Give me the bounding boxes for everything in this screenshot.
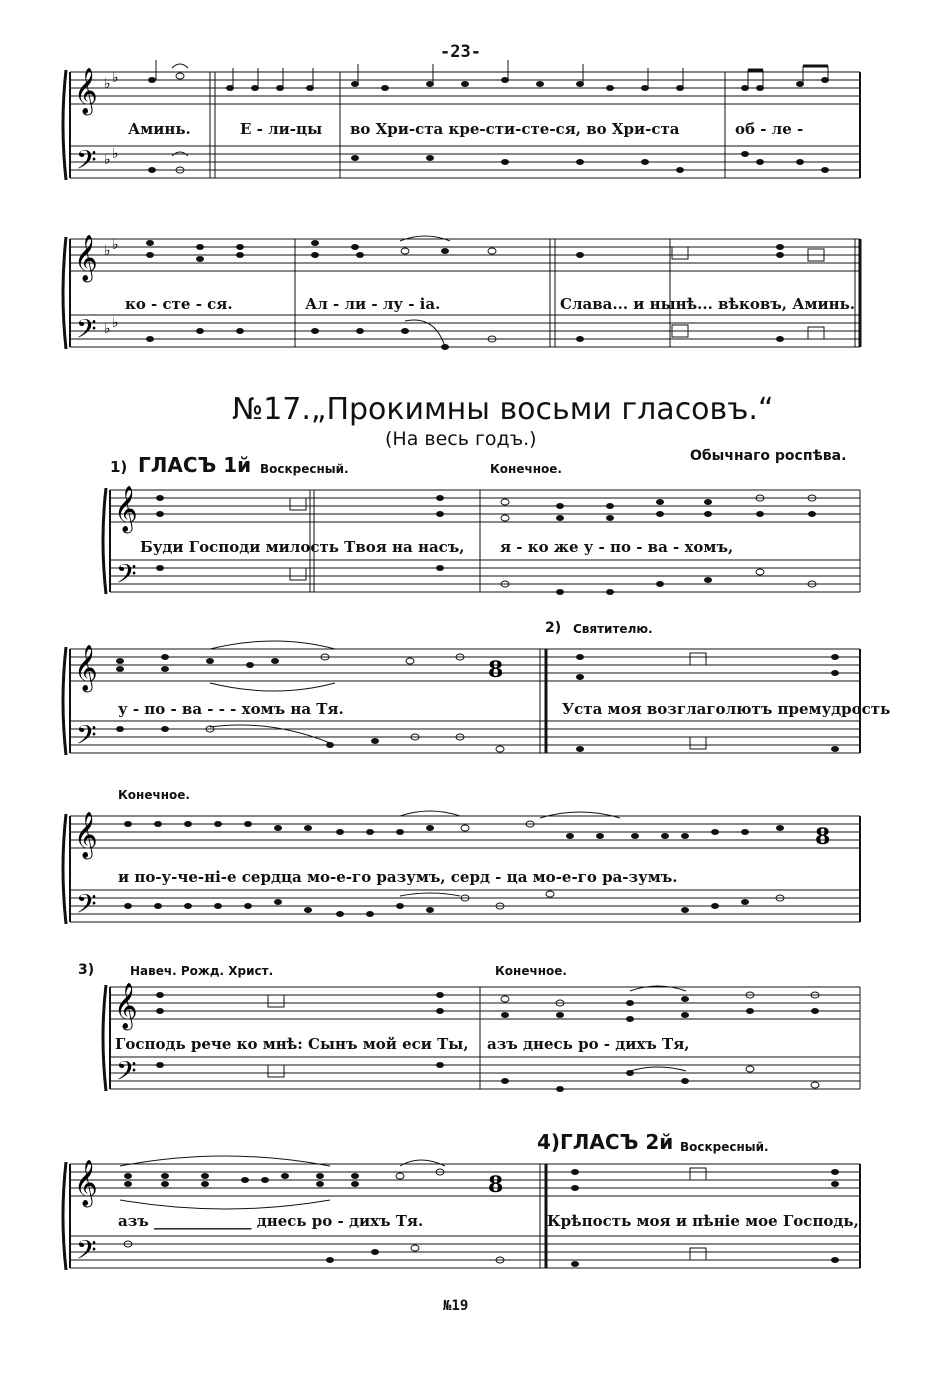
lyric-s1-c: во Хри-ста кре-сти-сте-ся, во Хри-ста [350, 120, 680, 138]
tone-2-label: 4)ГЛАСЪ 2й [537, 1130, 674, 1154]
svg-text:𝄢: 𝄢 [76, 888, 97, 926]
page-subtitle: (На весь годъ.) [385, 428, 537, 450]
svg-text:♭: ♭ [112, 315, 119, 331]
svg-text:𝄞: 𝄞 [74, 1160, 98, 1206]
lyric-s4-a: у - по - ва - - - хомъ на Тя. [118, 700, 344, 718]
svg-text:𝄞: 𝄞 [74, 645, 98, 691]
svyatitelyu-label: Святителю. [573, 622, 653, 636]
konechnoe-label-3: Конечное. [495, 964, 567, 978]
svg-text:8: 8 [488, 657, 504, 683]
section-3-number: 3) [78, 962, 95, 978]
svg-text:𝄢: 𝄢 [116, 1055, 137, 1093]
svg-text:♭: ♭ [104, 152, 111, 168]
lyric-s2-a: ко - сте - ся. [125, 295, 233, 313]
konechnoe-label-2: Конечное. [118, 788, 190, 802]
voskresny-label-2: Воскресный. [680, 1140, 769, 1154]
page-number: -23- [440, 42, 481, 62]
lyric-s6-a: Господь рече ко мнѣ: Сынъ мой еси Ты, [115, 1035, 469, 1053]
music-system-2 [60, 225, 870, 360]
navech-label: Навеч. Рожд. Христ. [130, 964, 274, 978]
lyric-s2-c: Слава... и нынѣ... вѣковъ, Аминь. [560, 295, 855, 313]
svg-text:♭: ♭ [104, 76, 111, 92]
svg-text:♭: ♭ [104, 243, 111, 259]
svg-text:♭: ♭ [112, 237, 119, 253]
svg-text:8: 8 [815, 824, 831, 850]
lyric-s6-b: азъ днесь ро - дихъ Тя, [487, 1035, 690, 1053]
lyric-s2-b: Ал - ли - лу - іа. [305, 295, 441, 313]
obychnago-label: Обычнаго роспѣва. [690, 448, 847, 464]
lyric-s4-b: Уста моя возглаголютъ премудрость [562, 700, 891, 718]
lyric-s1-b: Е - ли-цы [240, 120, 323, 138]
svg-text:𝄞: 𝄞 [74, 812, 98, 858]
svg-text:𝄢: 𝄢 [76, 1234, 97, 1272]
lyric-s3-b: я - ко же у - по - ва - хомъ, [500, 538, 734, 556]
page-title: №17.„Прокимны восьми гласовъ.“ [232, 392, 774, 427]
lyric-s7-a: азъ _____________ днесь ро - дихъ Тя. [118, 1212, 424, 1230]
lyric-s1-a: Аминь. [128, 120, 191, 138]
svg-text:𝄢: 𝄢 [76, 144, 97, 182]
svg-text:𝄞: 𝄞 [74, 235, 98, 281]
lyric-s5-a: и по-у-че-ні-е сердца мо-е-го разумъ, серд - ца мо-е-го ра-зумъ. [118, 868, 678, 886]
svg-text:𝄞: 𝄞 [114, 983, 138, 1029]
section-2-number: 2) [545, 620, 562, 636]
konechnoe-label-1: Конечное. [490, 462, 562, 476]
lyric-s3-a: Буди Господи милость Твоя на насъ, [140, 538, 465, 556]
svg-text:𝄢: 𝄢 [76, 313, 97, 351]
svg-text:8: 8 [488, 1172, 504, 1198]
svg-text:𝄞: 𝄞 [114, 486, 138, 532]
page-footer-number: №19 [443, 1298, 469, 1314]
voskresny-label-1: Воскресный. [260, 462, 349, 476]
svg-text:𝄞: 𝄞 [74, 68, 98, 114]
svg-text:𝄢: 𝄢 [116, 558, 137, 596]
svg-text:♭: ♭ [104, 321, 111, 337]
tone-1-label: ГЛАСЪ 1й [138, 453, 252, 477]
svg-text:♭: ♭ [112, 146, 119, 162]
svg-text:♭: ♭ [112, 70, 119, 86]
lyric-s7-b: Крѣпость моя и пѣніе мое Господь, [547, 1212, 859, 1230]
tone-number-1: 1) [110, 458, 128, 476]
lyric-s1-d: об - ле - [735, 120, 804, 138]
svg-text:𝄢: 𝄢 [76, 719, 97, 757]
